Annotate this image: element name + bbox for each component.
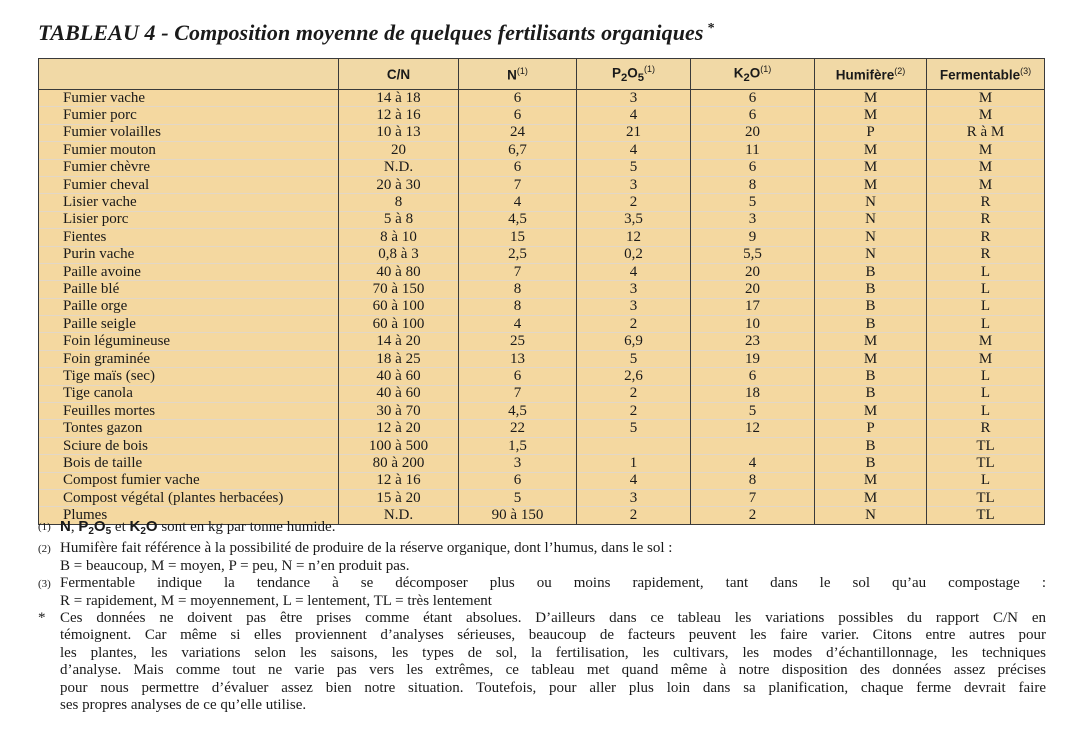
footnote-4-line: ses propres analyses de ce qu’elle utilise.: [60, 697, 307, 714]
cell-cn: 40 à 60: [339, 368, 459, 385]
cell-material: Fumier porc: [39, 107, 339, 124]
header-p-note: (1): [644, 63, 656, 74]
cell-k2o: 8: [691, 176, 815, 193]
cell-material: Fumier chèvre: [39, 159, 339, 176]
footnote-3-line-1: Fermentable indique la tendance à se décomposer plus ou moins rapidement, tant dans le sol qu’au compostage :: [60, 575, 1046, 592]
cell-p2o5: 2: [577, 316, 691, 333]
cell-k2o: 11: [691, 142, 815, 159]
cell-material: Foin graminée: [39, 350, 339, 367]
cell-p2o5: 4: [577, 472, 691, 489]
cell-k2o: 3: [691, 211, 815, 228]
footnote-1-n: N: [60, 518, 71, 535]
table-row: [39, 403, 1045, 420]
cell-material: Tige canola: [39, 385, 339, 402]
header-p2o5: [577, 59, 691, 90]
cell-n: 7: [459, 176, 577, 193]
cell-humifere: M: [815, 142, 927, 159]
header-cn: [339, 59, 459, 90]
cell-fermentable: TL: [927, 489, 1045, 506]
cell-k2o: 5,5: [691, 246, 815, 263]
cell-p2o5: 2,6: [577, 368, 691, 385]
table-row: [39, 124, 1045, 141]
cell-n: 6: [459, 90, 577, 107]
cell-fermentable: R: [927, 229, 1045, 246]
footnote-3-mark: (3): [38, 578, 51, 591]
footnote-1-p-sub2: 5: [105, 526, 112, 537]
cell-cn: 8 à 10: [339, 229, 459, 246]
cell-n: 15: [459, 229, 577, 246]
cell-k2o: 6: [691, 90, 815, 107]
cell-p2o5: 6,9: [577, 333, 691, 350]
header-p-o: O: [627, 65, 638, 81]
cell-fermentable: L: [927, 403, 1045, 420]
cell-material: Plumes: [39, 507, 339, 524]
cell-p2o5: 5: [577, 350, 691, 367]
cell-cn: 60 à 100: [339, 298, 459, 315]
cell-humifere: P: [815, 124, 927, 141]
cell-p2o5: 0,2: [577, 246, 691, 263]
cell-material: Compost fumier vache: [39, 472, 339, 489]
footnote-1-k-o: O: [145, 518, 158, 535]
header-humifere-label: Humifère: [835, 67, 895, 83]
cell-n: 7: [459, 385, 577, 402]
cell-cn: 12 à 16: [339, 107, 459, 124]
cell-n: 6: [459, 159, 577, 176]
cell-n: 4: [459, 316, 577, 333]
cell-k2o: 5: [691, 403, 815, 420]
cell-p2o5: 4: [577, 107, 691, 124]
table-row: [39, 229, 1045, 246]
header-k-sub: 2: [743, 72, 750, 85]
table-title: [38, 20, 715, 46]
cell-p2o5: 3,5: [577, 211, 691, 228]
cell-p2o5: 2: [577, 194, 691, 211]
header-k2o: [691, 59, 815, 90]
cell-cn: 60 à 100: [339, 316, 459, 333]
footnote-1: [38, 518, 1046, 540]
cell-fermentable: M: [927, 90, 1045, 107]
cell-n: 6: [459, 107, 577, 124]
cell-fermentable: R à M: [927, 124, 1045, 141]
cell-material: Fumier mouton: [39, 142, 339, 159]
cell-cn: 14 à 18: [339, 90, 459, 107]
cell-material: Fumier volailles: [39, 124, 339, 141]
cell-p2o5: 1: [577, 455, 691, 472]
cell-fermentable: L: [927, 263, 1045, 280]
cell-humifere: M: [815, 403, 927, 420]
cell-p2o5: 2: [577, 403, 691, 420]
cell-n: 24: [459, 124, 577, 141]
table-header-row: [39, 59, 1045, 90]
cell-n: 3: [459, 455, 577, 472]
cell-p2o5: 12: [577, 229, 691, 246]
table-row: [39, 211, 1045, 228]
table-row: [39, 368, 1045, 385]
cell-p2o5: 21: [577, 124, 691, 141]
cell-cn: 8: [339, 194, 459, 211]
cell-n: 4,5: [459, 403, 577, 420]
cell-cn: 20: [339, 142, 459, 159]
cell-cn: 80 à 200: [339, 455, 459, 472]
cell-fermentable: R: [927, 194, 1045, 211]
cell-material: Fumier vache: [39, 90, 339, 107]
cell-k2o: 8: [691, 472, 815, 489]
table-row: [39, 316, 1045, 333]
footnotes: [38, 518, 1046, 714]
cell-fermentable: TL: [927, 455, 1045, 472]
footnote-1-mark: (1): [38, 521, 51, 533]
cell-cn: 5 à 8: [339, 211, 459, 228]
footnote-1-text: [60, 518, 1046, 540]
cell-p2o5: 3: [577, 281, 691, 298]
header-humifere-note: (2): [894, 65, 906, 76]
footnote-3: [38, 575, 1046, 610]
cell-humifere: B: [815, 316, 927, 333]
table-row: [39, 298, 1045, 315]
cell-fermentable: R: [927, 246, 1045, 263]
cell-humifere: M: [815, 176, 927, 193]
cell-n: 2,5: [459, 246, 577, 263]
cell-material: Paille avoine: [39, 263, 339, 280]
cell-fermentable: M: [927, 142, 1045, 159]
footnote-1-p-sub1: 2: [88, 526, 94, 537]
table-row: [39, 455, 1045, 472]
table-row: [39, 333, 1045, 350]
cell-humifere: M: [815, 107, 927, 124]
footnote-3-line-2: R = rapidement, M = moyennement, L = lentement, TL = très lentement: [60, 592, 492, 609]
cell-humifere: B: [815, 263, 927, 280]
cell-cn: 12 à 16: [339, 472, 459, 489]
footnote-4-line: les plantes, les variations selon les saisons, les types de sol, la fertilisation, les cultivars, les modes d’échantillonnage, les techniques: [60, 644, 1046, 661]
cell-n: 90 à 150: [459, 507, 577, 524]
cell-p2o5: 2: [577, 507, 691, 524]
cell-k2o: 23: [691, 333, 815, 350]
header-p-sub2: 5: [637, 72, 645, 85]
footnote-4-line: pour nous permettre d’évaluer assez bien notre situation. Toutefois, pour aller plus loin dans sa planification, chaque ferme devrait faire: [60, 679, 1046, 696]
cell-k2o: 5: [691, 194, 815, 211]
cell-cn: N.D.: [339, 507, 459, 524]
cell-cn: 40 à 60: [339, 385, 459, 402]
cell-fermentable: M: [927, 176, 1045, 193]
cell-material: Tontes gazon: [39, 420, 339, 437]
cell-p2o5: 3: [577, 90, 691, 107]
footnote-1-et: et: [114, 519, 126, 535]
cell-material: Feuilles mortes: [39, 403, 339, 420]
cell-material: Tige maïs (sec): [39, 368, 339, 385]
table-row: [39, 385, 1045, 402]
header-fermentable-label: Fermentable: [939, 67, 1021, 83]
cell-humifere: M: [815, 90, 927, 107]
cell-n: 13: [459, 350, 577, 367]
cell-n: 7: [459, 263, 577, 280]
cell-cn: 18 à 25: [339, 350, 459, 367]
cell-humifere: N: [815, 229, 927, 246]
cell-k2o: 7: [691, 489, 815, 506]
header-humifere: [815, 59, 927, 90]
cell-cn: N.D.: [339, 159, 459, 176]
footnote-1-rest: sont en kg par tonne humide.: [161, 519, 336, 535]
footnote-2-mark: (2): [38, 543, 51, 556]
table-row: [39, 350, 1045, 367]
cell-humifere: M: [815, 350, 927, 367]
header-k-o: O: [749, 65, 761, 81]
cell-cn: 10 à 13: [339, 124, 459, 141]
footnote-1-sep: ,: [70, 519, 75, 535]
cell-fermentable: M: [927, 350, 1045, 367]
cell-p2o5: [577, 437, 691, 454]
title-text: TABLEAU 4 - Composition moyenne de quelques fertilisants organiques: [38, 20, 704, 45]
header-material: [39, 59, 339, 90]
cell-n: 6,7: [459, 142, 577, 159]
cell-cn: 70 à 150: [339, 281, 459, 298]
cell-humifere: M: [815, 489, 927, 506]
footnote-1-p-o: O: [93, 518, 106, 535]
cell-humifere: N: [815, 194, 927, 211]
cell-cn: 14 à 20: [339, 333, 459, 350]
cell-fermentable: L: [927, 316, 1045, 333]
cell-k2o: [691, 437, 815, 454]
footnote-4-line: témoignent. Car même si elles proviennent d’analyses sérieuses, beaucoup de facteurs peuvent les faire varier. Citons entre autres pour: [60, 627, 1046, 644]
cell-fermentable: M: [927, 107, 1045, 124]
header-cn-label: C/N: [386, 66, 411, 82]
cell-humifere: B: [815, 437, 927, 454]
cell-k2o: 6: [691, 107, 815, 124]
table-row: [39, 437, 1045, 454]
cell-fermentable: R: [927, 211, 1045, 228]
cell-n: 5: [459, 489, 577, 506]
cell-n: 6: [459, 472, 577, 489]
cell-n: 25: [459, 333, 577, 350]
cell-humifere: M: [815, 472, 927, 489]
cell-fermentable: R: [927, 420, 1045, 437]
cell-fermentable: L: [927, 281, 1045, 298]
header-k-label: K: [733, 65, 744, 81]
cell-material: Paille blé: [39, 281, 339, 298]
cell-fermentable: L: [927, 298, 1045, 315]
cell-k2o: 10: [691, 316, 815, 333]
cell-p2o5: 2: [577, 385, 691, 402]
cell-humifere: B: [815, 281, 927, 298]
header-fermentable-note: (3): [1020, 65, 1032, 76]
cell-material: Lisier porc: [39, 211, 339, 228]
header-n: [459, 59, 577, 90]
footnote-2-line-1: Humifère fait référence à la possibilité de produire de la réserve organique, dont l’humus, dans le sol :: [60, 540, 673, 557]
cell-material: Paille seigle: [39, 316, 339, 333]
cell-p2o5: 3: [577, 298, 691, 315]
cell-n: 8: [459, 298, 577, 315]
cell-p2o5: 4: [577, 142, 691, 159]
cell-k2o: 19: [691, 350, 815, 367]
cell-material: Lisier vache: [39, 194, 339, 211]
cell-humifere: B: [815, 385, 927, 402]
table-row: [39, 281, 1045, 298]
header-k-note: (1): [760, 63, 772, 74]
cell-p2o5: 3: [577, 176, 691, 193]
cell-fermentable: TL: [927, 507, 1045, 524]
cell-material: Compost végétal (plantes herbacées): [39, 489, 339, 506]
table-row: [39, 159, 1045, 176]
cell-humifere: N: [815, 507, 927, 524]
footnote-1-k: K: [129, 518, 141, 535]
footnote-4-mark: *: [38, 610, 46, 627]
cell-p2o5: 5: [577, 420, 691, 437]
cell-material: Foin légumineuse: [39, 333, 339, 350]
cell-n: 4,5: [459, 211, 577, 228]
cell-p2o5: 3: [577, 489, 691, 506]
cell-fermentable: M: [927, 333, 1045, 350]
cell-cn: 0,8 à 3: [339, 246, 459, 263]
footnote-1-p: P: [78, 518, 89, 535]
cell-n: 6: [459, 368, 577, 385]
table-row: [39, 246, 1045, 263]
cell-humifere: N: [815, 246, 927, 263]
cell-material: Paille orge: [39, 298, 339, 315]
table-row: [39, 90, 1045, 107]
footnote-1-k-sub: 2: [140, 526, 146, 537]
cell-p2o5: 4: [577, 263, 691, 280]
cell-k2o: 6: [691, 368, 815, 385]
cell-k2o: 12: [691, 420, 815, 437]
cell-n: 8: [459, 281, 577, 298]
header-p-sub1: 2: [620, 72, 628, 85]
cell-humifere: B: [815, 368, 927, 385]
cell-humifere: B: [815, 455, 927, 472]
cell-k2o: 6: [691, 159, 815, 176]
cell-fermentable: L: [927, 368, 1045, 385]
table-row: [39, 142, 1045, 159]
cell-material: Fumier cheval: [39, 176, 339, 193]
cell-n: 1,5: [459, 437, 577, 454]
cell-material: Bois de taille: [39, 455, 339, 472]
table-row: [39, 176, 1045, 193]
cell-cn: 40 à 80: [339, 263, 459, 280]
cell-humifere: N: [815, 211, 927, 228]
header-fermentable: [927, 59, 1045, 90]
footnote-4-line: d’analyse. Mais comme tout ne varie pas vers les extrêmes, ce tableau met quand même à notre disposition des données assez précises: [60, 662, 1046, 679]
title-asterisk: *: [707, 21, 715, 36]
cell-k2o: 4: [691, 455, 815, 472]
cell-material: Sciure de bois: [39, 437, 339, 454]
header-n-label: N: [507, 67, 517, 83]
cell-fermentable: TL: [927, 437, 1045, 454]
cell-cn: 12 à 20: [339, 420, 459, 437]
cell-cn: 30 à 70: [339, 403, 459, 420]
table-row: [39, 263, 1045, 280]
cell-k2o: 20: [691, 263, 815, 280]
cell-fermentable: M: [927, 159, 1045, 176]
header-n-note: (1): [516, 65, 528, 76]
cell-material: Fientes: [39, 229, 339, 246]
cell-humifere: B: [815, 298, 927, 315]
footnote-2-line-2: B = beaucoup, M = moyen, P = peu, N = n’en produit pas.: [60, 557, 410, 574]
table-row: [39, 420, 1045, 437]
table-row: [39, 194, 1045, 211]
cell-humifere: P: [815, 420, 927, 437]
footnote-2: [38, 540, 1046, 575]
cell-k2o: 20: [691, 124, 815, 141]
cell-fermentable: L: [927, 472, 1045, 489]
table-row: [39, 472, 1045, 489]
cell-k2o: 2: [691, 507, 815, 524]
cell-k2o: 9: [691, 229, 815, 246]
footnote-4: [38, 610, 1046, 714]
composition-table: [38, 58, 1045, 525]
cell-material: Purin vache: [39, 246, 339, 263]
table-row: [39, 489, 1045, 506]
cell-k2o: 20: [691, 281, 815, 298]
cell-n: 22: [459, 420, 577, 437]
table-row: [39, 107, 1045, 124]
cell-n: 4: [459, 194, 577, 211]
cell-humifere: M: [815, 333, 927, 350]
cell-humifere: M: [815, 159, 927, 176]
footnote-4-line: Ces données ne doivent pas être prises comme étant absolues. D’ailleurs dans ce tableau les variations possibles du rapport C/N en: [60, 610, 1046, 627]
cell-p2o5: 5: [577, 159, 691, 176]
cell-fermentable: L: [927, 385, 1045, 402]
header-p-label: P: [611, 65, 621, 81]
table-body: [39, 90, 1045, 525]
cell-cn: 100 à 500: [339, 437, 459, 454]
cell-k2o: 18: [691, 385, 815, 402]
cell-cn: 15 à 20: [339, 489, 459, 506]
cell-k2o: 17: [691, 298, 815, 315]
cell-cn: 20 à 30: [339, 176, 459, 193]
